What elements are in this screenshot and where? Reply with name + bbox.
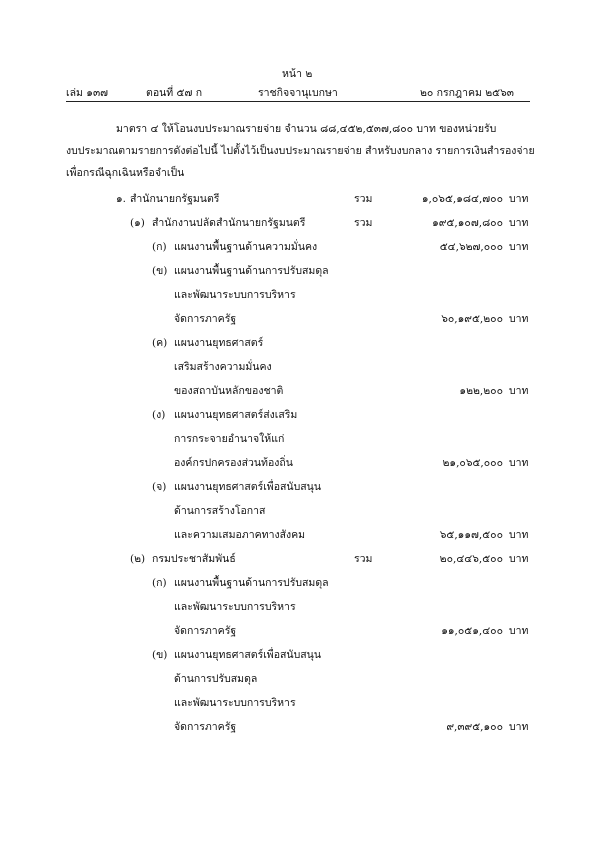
volume-number: เล่ม ๑๓๗ [66,87,109,99]
gazette-date: ๒๐ กรกฎาคม ๒๕๖๓ [420,87,514,99]
baht-label: บาท [509,529,529,541]
section-line-2: งบประมาณตามรายการดังต่อไปนี้ ไปตั้งไว้เป็นงบประมาณรายจ่าย สำหรับงบกลาง รายการเงินสำรองจ่าย [66,145,535,157]
unit-number: (๑) [130,217,145,229]
baht-label: บาท [509,457,529,469]
plan-name-line-2: และพัฒนาระบบการบริหาร [174,601,296,613]
baht-label: บาท [509,217,529,229]
baht-label: บาท [509,385,529,397]
plan-amount: ๒๑,๐๖๕,๐๐๐ [442,457,503,469]
plan-number: (ข) [152,265,168,277]
page-number: หน้า ๒ [282,68,313,80]
plan-amount: ๕๔,๖๒๗,๐๐๐ [439,241,503,253]
unit-name: กรมประชาสัมพันธ์ [152,553,236,565]
total-label: รวม [354,553,373,565]
total-label: รวม [354,193,373,205]
plan-name-line-1: แผนงานพื้นฐานด้านการปรับสมดุล [174,265,329,277]
plan-name: แผนงานพื้นฐานด้านความมั่นคง [174,241,318,253]
plan-number: (ข) [152,649,168,661]
plan-number: (ง) [152,409,166,421]
plan-number: (ค) [152,337,168,349]
header-rule [66,101,530,102]
unit-amount: ๑๙๕,๑๐๗,๘๐๐ [432,217,503,229]
plan-number: (ก) [152,577,167,589]
baht-label: บาท [509,241,529,253]
total-label: รวม [354,217,373,229]
agency-name: สำนักนายกรัฐมนตรี [130,193,220,205]
plan-amount: ๖๐,๑๙๕,๒๐๐ [441,313,503,325]
section-line-3: เพื่อกรณีฉุกเฉินหรือจำเป็น [66,167,185,179]
plan-name-line-1: แผนงานยุทธศาสตร์ [174,337,264,349]
baht-label: บาท [509,721,529,733]
section-line-1: มาตรา ๔ ให้โอนงบประมาณรายจ่าย จำนวน ๘๘,๔๕๒,๕๓๗,๘๐๐ บาท ของหน่วยรับ [116,123,497,135]
plan-name-line-4: จัดการภาครัฐ [174,721,237,733]
plan-name-line-2: และพัฒนาระบบการบริหาร [174,289,296,301]
plan-name-line-2: การกระจายอำนาจให้แก่ [174,433,285,445]
plan-amount: ๑๑,๐๕๑,๔๐๐ [441,625,503,637]
plan-name-line-3: องค์กรปกครองส่วนท้องถิ่น [174,457,293,469]
baht-label: บาท [509,193,529,205]
plan-name-line-1: แผนงานยุทธศาสตร์ส่งเสริม [174,409,298,421]
plan-number: (ก) [152,241,167,253]
unit-amount: ๒๐,๔๔๖,๕๐๐ [439,553,503,565]
gazette-name: ราชกิจจานุเบกษา [258,87,338,99]
agency-number: ๑. [116,193,127,205]
plan-name-line-3: และความเสมอภาคทางสังคม [174,529,306,541]
plan-name-line-1: แผนงานยุทธศาสตร์เพื่อสนับสนุน [174,481,322,493]
plan-name-line-3: จัดการภาครัฐ [174,313,237,325]
unit-number: (๒) [130,553,146,565]
plan-name-line-3: จัดการภาครัฐ [174,625,237,637]
plan-name-line-2: เสริมสร้างความมั่นคง [174,361,272,373]
plan-name-line-1: แผนงานพื้นฐานด้านการปรับสมดุล [174,577,329,589]
baht-label: บาท [509,313,529,325]
baht-label: บาท [509,625,529,637]
plan-number: (จ) [152,481,167,493]
baht-label: บาท [509,553,529,565]
plan-amount: ๙,๓๙๕,๑๐๐ [446,721,503,733]
plan-name-line-2: ด้านการสร้างโอกาส [174,505,266,517]
plan-name-line-3: ของสถาบันหลักของชาติ [174,385,284,397]
plan-amount: ๖๕,๑๑๗,๕๐๐ [439,529,503,541]
agency-amount: ๑,๐๖๕,๑๘๔,๗๐๐ [421,193,503,205]
plan-name-line-2: ด้านการปรับสมดุล [174,673,258,685]
plan-amount: ๑๒๒,๒๐๐ [459,385,503,397]
issue-number: ตอนที่ ๕๗ ก [146,87,203,99]
unit-name: สำนักงานปลัดสำนักนายกรัฐมนตรี [152,217,306,229]
plan-name-line-1: แผนงานยุทธศาสตร์เพื่อสนับสนุน [174,649,322,661]
plan-name-line-3: และพัฒนาระบบการบริหาร [174,697,296,709]
